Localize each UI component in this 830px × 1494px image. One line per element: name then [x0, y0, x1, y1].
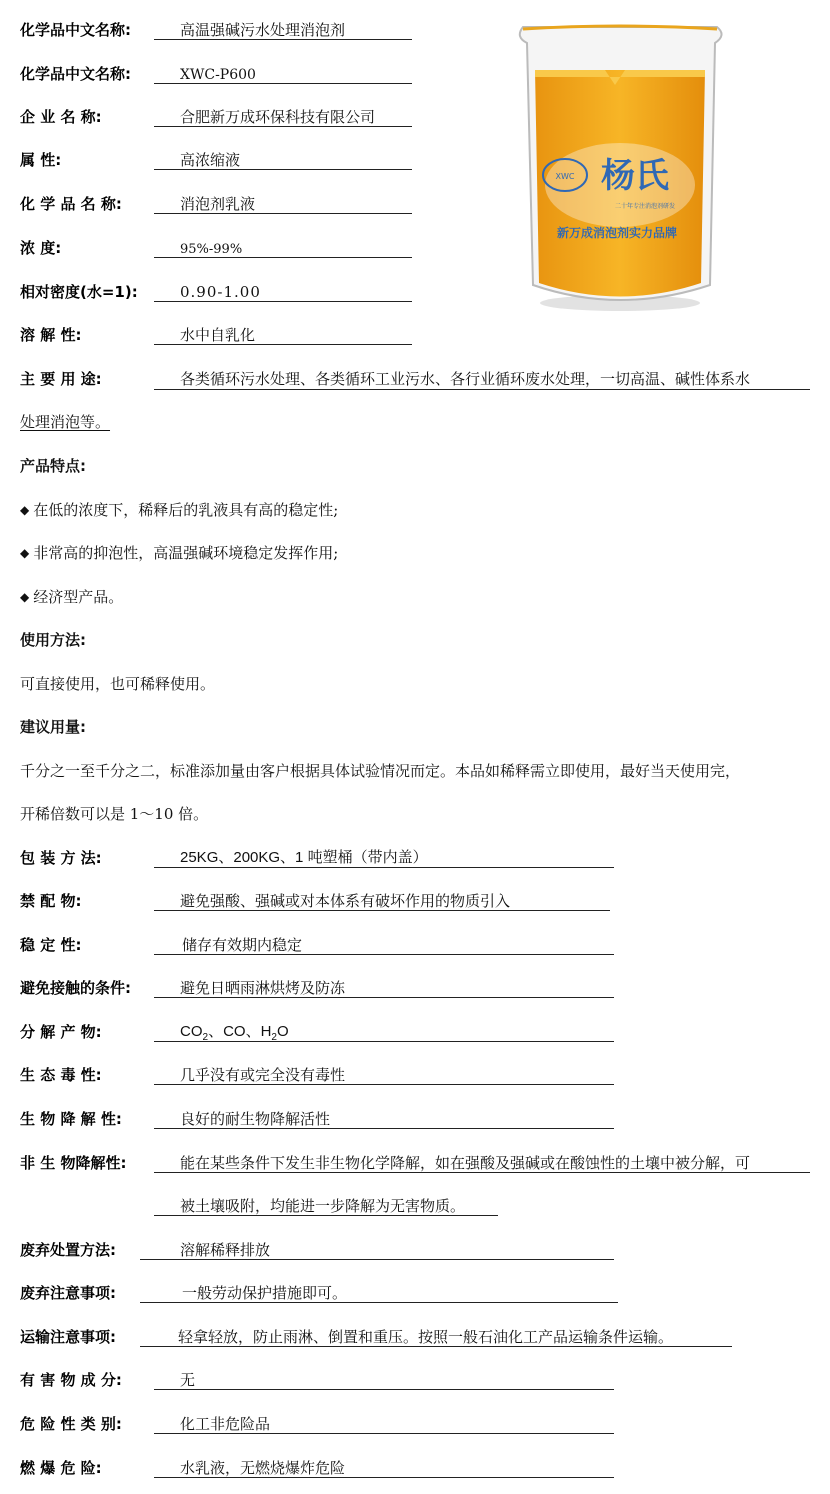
- field-value-cn-name: 高温强碱污水处理消泡剂: [154, 20, 412, 40]
- field-label-decomposition: 分 解 产 物:: [20, 1023, 102, 1041]
- field-label-attribute: 属 性:: [20, 151, 62, 169]
- dosage-heading: 建议用量:: [20, 718, 86, 736]
- field-value-decomposition: $CO_2$、CO、$H_2O$: [154, 1022, 614, 1042]
- field-value-density: 0.90-1.00: [154, 282, 412, 302]
- field-value-incompatible: 避免强酸、强碱或对本体系有破坏作用的物质引入: [154, 891, 610, 911]
- feature-item: ◆ 非常高的抑泡性，高温强碱环境稳定发挥作用;: [20, 544, 339, 562]
- brand-name: 杨氏: [601, 156, 669, 196]
- field-value-avoid-conditions: 避免日晒雨淋烘烤及防冻: [154, 978, 614, 998]
- field-value-concentration: 95%-99%: [154, 238, 412, 258]
- field-label-incompatible: 禁 配 物:: [20, 892, 82, 910]
- usage-line-1: 各类循环污水处理、各类循环工业污水、各行业循环废水处理，一切高温、碱性体系水: [154, 369, 810, 390]
- product-beaker-image: [505, 15, 735, 315]
- abiotic-line-2: 被土壤吸附，均能进一步降解为无害物质。: [154, 1196, 498, 1216]
- field-label-chem-name: 化 学 品 名 称:: [20, 195, 122, 213]
- features-heading: 产品特点:: [20, 457, 86, 475]
- field-label-disposal-method: 废弃处置方法:: [20, 1241, 116, 1259]
- diamond-bullet-icon: ◆: [20, 503, 30, 517]
- dosage-line-1: 千分之一至千分之二，标准添加量由客户根据具体试验情况而定。本品如稀释需立即使用，最好当天使用完，: [20, 762, 741, 780]
- field-value-model: XWC-P600: [154, 64, 412, 84]
- field-label-model: 化学品中文名称:: [20, 65, 131, 83]
- diamond-bullet-icon: ◆: [20, 590, 30, 604]
- field-label-solubility: 溶 解 性:: [20, 326, 82, 344]
- feature-item: ◆ 经济型产品。: [20, 588, 124, 606]
- abiotic-line-1: 能在某些条件下发生非生物化学降解，如在强酸及强碱或在酸蚀性的土壤中被分解，可: [154, 1153, 810, 1173]
- field-value-chem-name: 消泡剂乳液: [154, 194, 412, 214]
- field-label-transport-notes: 运输注意事项:: [20, 1328, 116, 1346]
- field-value-solubility: 水中自乳化: [154, 325, 412, 345]
- brand-badge: XWC: [555, 172, 575, 181]
- field-value-stability: 储存有效期内稳定: [154, 935, 614, 955]
- field-label-eco-toxicity: 生 态 毒 性:: [20, 1066, 102, 1084]
- field-value-disposal-notes: 一般劳动保护措施即可。: [140, 1283, 618, 1303]
- field-label-density: 相对密度(水=1):: [20, 283, 138, 301]
- field-label-stability: 稳 定 性:: [20, 936, 82, 954]
- dosage-line-2: 开稀倍数可以是 1～10 倍。: [20, 805, 209, 823]
- field-label-disposal-notes: 废弃注意事项:: [20, 1284, 116, 1302]
- field-value-eco-toxicity: 几乎没有或完全没有毒性: [154, 1065, 614, 1085]
- method-text: 可直接使用，也可稀释使用。: [20, 675, 216, 693]
- brand-tagline-small: 二十年专注消泡剂研发: [614, 203, 676, 210]
- field-label-hazardous-components: 有 害 物 成 分:: [20, 1371, 122, 1389]
- brand-slogan: 新万成消泡剂实力品牌: [556, 226, 678, 240]
- field-value-hazard-class: 化工非危险品: [154, 1414, 614, 1434]
- usage-line-2: 处理消泡等。: [20, 413, 111, 431]
- field-value-packaging: 25KG、200KG、1 吨塑桶（带内盖）: [154, 848, 614, 868]
- field-value-company: 合肥新万成环保科技有限公司: [154, 107, 412, 127]
- field-label-usage: 主 要 用 途:: [20, 370, 102, 388]
- field-value-attribute: 高浓缩液: [154, 150, 412, 170]
- field-label-biodegradability: 生 物 降 解 性:: [20, 1110, 122, 1128]
- field-label-fire-explosion: 燃 爆 危 险:: [20, 1459, 102, 1477]
- field-value-transport-notes: 轻拿轻放，防止雨淋、倒置和重压。按照一般石油化工产品运输条件运输。: [140, 1327, 732, 1347]
- field-label-avoid-conditions: 避免接触的条件:: [20, 979, 131, 997]
- field-value-fire-explosion: 水乳液，无燃烧爆炸危险: [154, 1458, 614, 1478]
- field-value-disposal-method: 溶解稀释排放: [140, 1240, 614, 1260]
- field-label-abiotic: 非 生 物降解性:: [20, 1154, 127, 1172]
- field-value-hazardous-components: 无: [154, 1370, 614, 1390]
- feature-item: ◆ 在低的浓度下，稀释后的乳液具有高的稳定性;: [20, 501, 339, 519]
- method-heading: 使用方法:: [20, 631, 86, 649]
- field-label-hazard-class: 危 险 性 类 别:: [20, 1415, 122, 1433]
- field-label-concentration: 浓 度:: [20, 239, 62, 257]
- diamond-bullet-icon: ◆: [20, 546, 30, 560]
- field-label-packaging: 包 装 方 法:: [20, 849, 102, 867]
- field-value-biodegradability: 良好的耐生物降解活性: [154, 1109, 614, 1129]
- field-label-cn-name: 化学品中文名称:: [20, 21, 131, 39]
- field-label-company: 企 业 名 称:: [20, 108, 102, 126]
